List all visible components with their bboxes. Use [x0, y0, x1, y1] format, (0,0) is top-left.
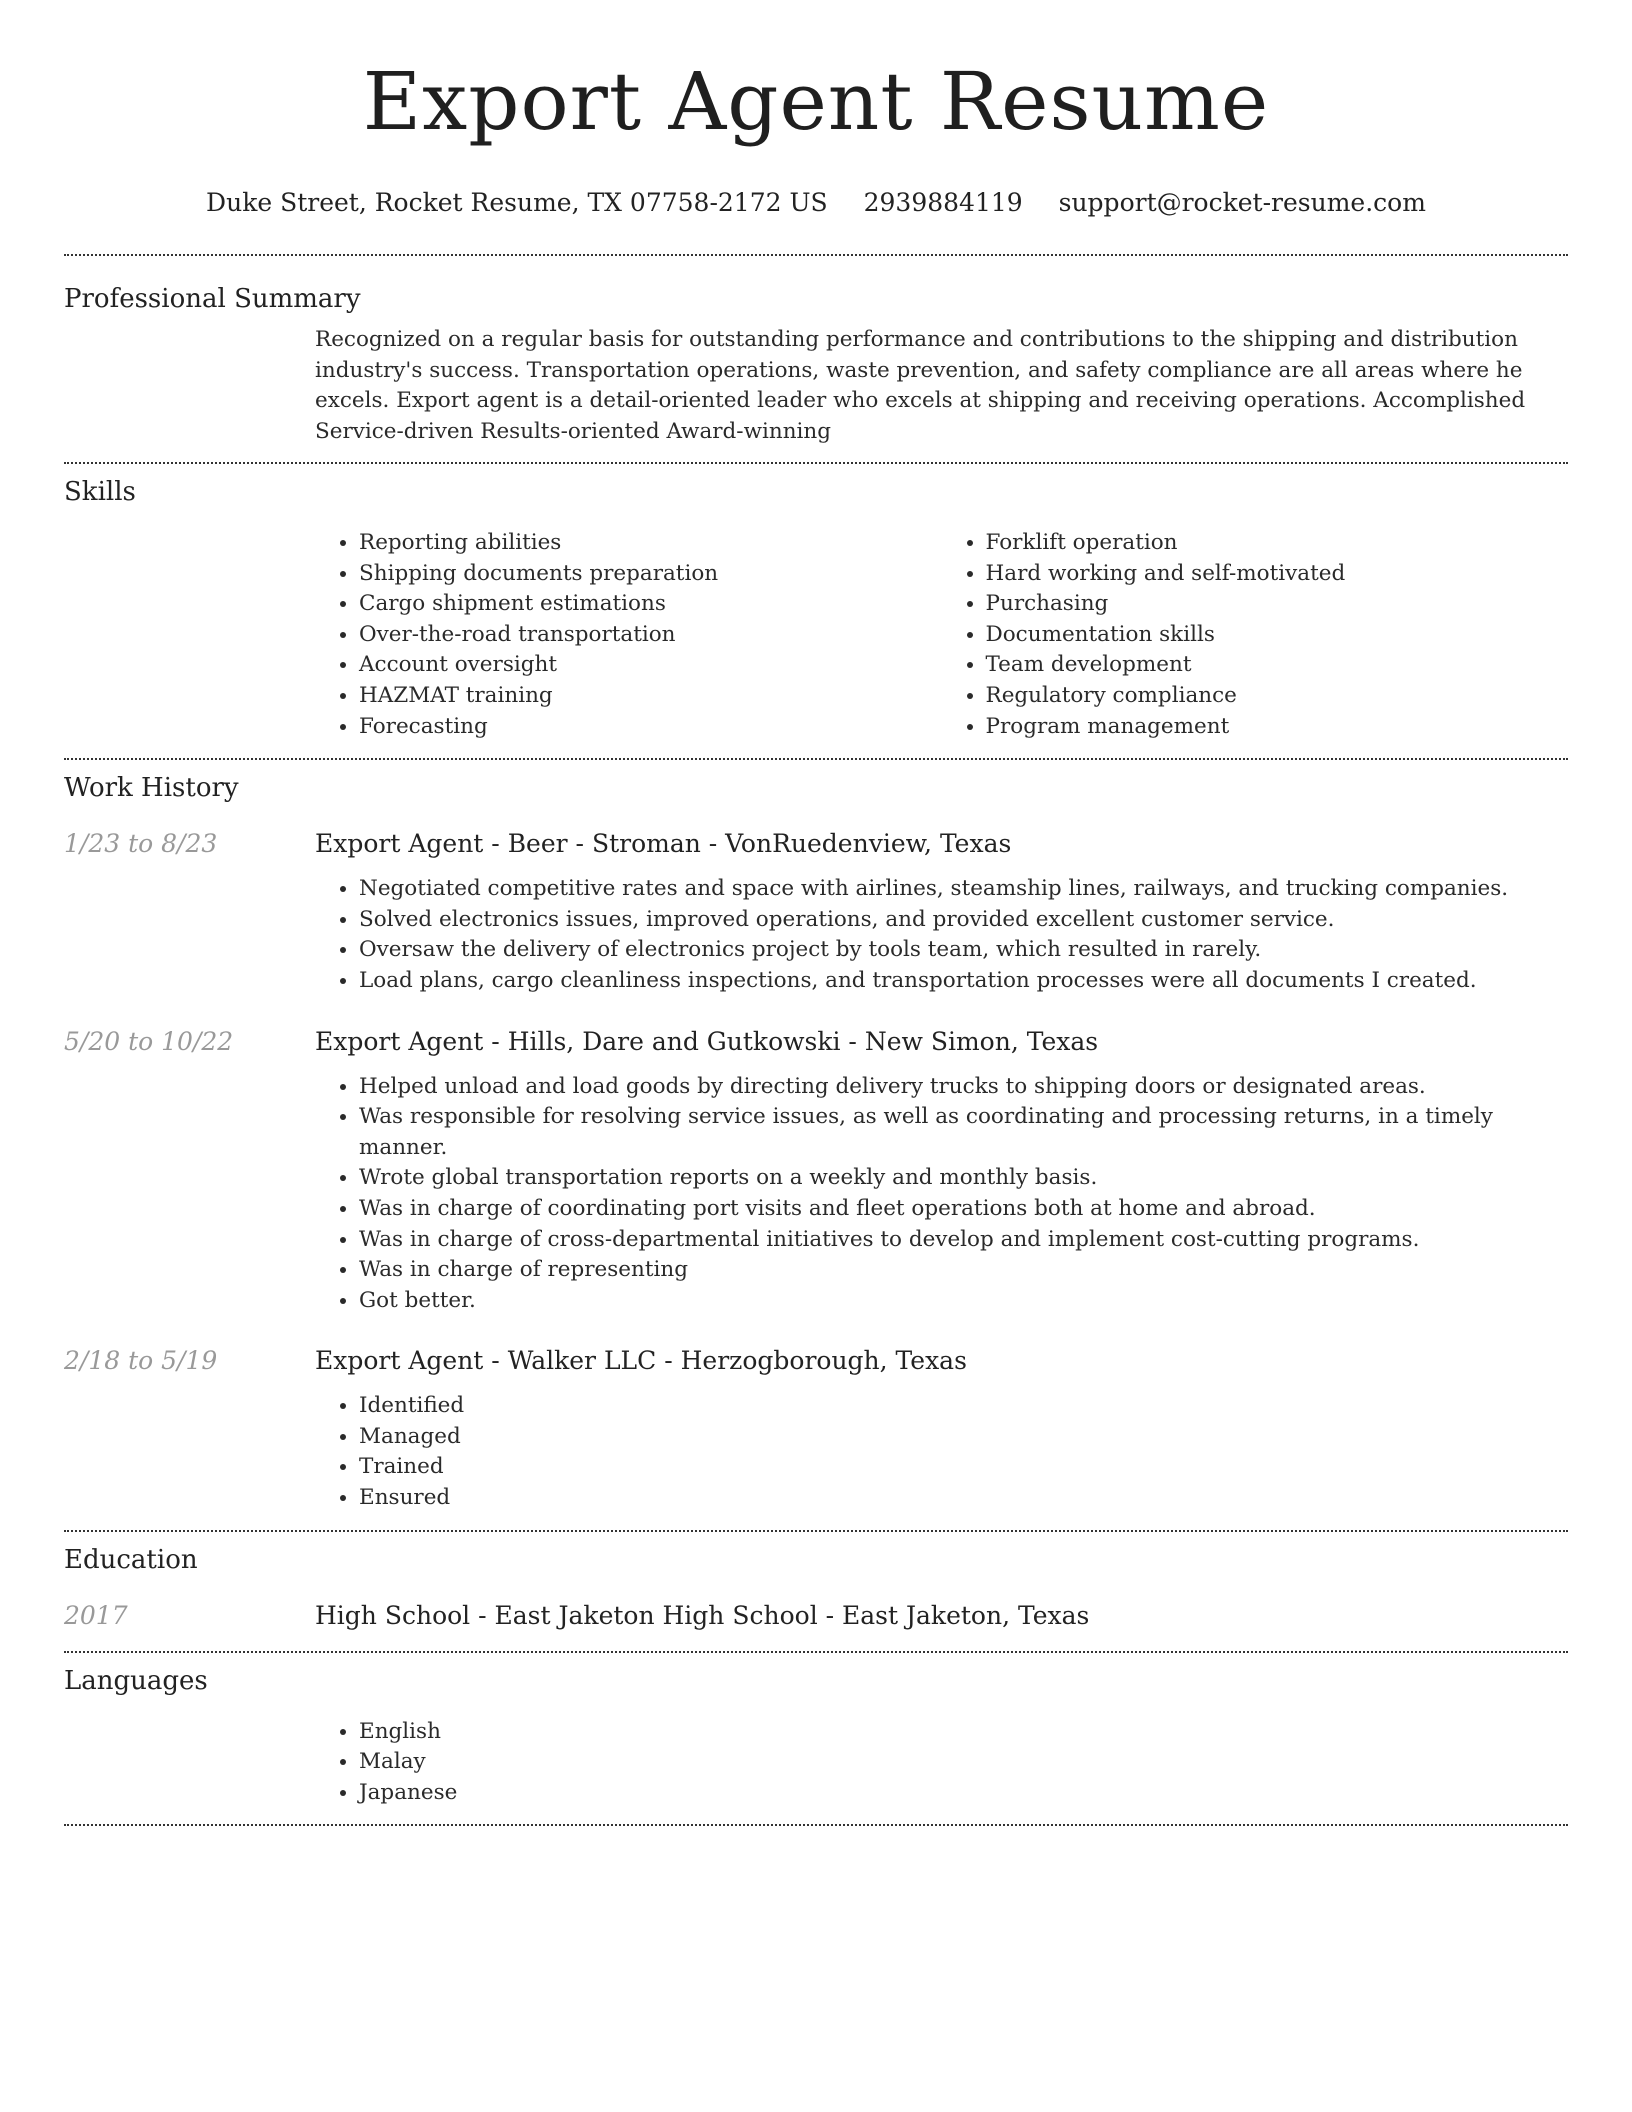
- contact-address: Duke Street, Rocket Resume, TX 07758-2172 US: [206, 188, 828, 217]
- skill-item: • Over-the-road transportation: [359, 620, 942, 651]
- education-entry: [64, 1599, 1568, 1633]
- education-year: 2017: [64, 1600, 128, 1630]
- languages-section: [0, 1653, 1632, 1809]
- divider: [64, 1824, 1568, 1826]
- education-title: High School - East Jaketon High School - East Jaketon, Texas: [315, 1600, 1090, 1630]
- job-bullet: • Managed: [359, 1422, 1568, 1453]
- work-heading: Work History: [64, 773, 239, 804]
- job-bullets: [315, 1072, 1568, 1317]
- skills-section: [0, 464, 1632, 742]
- skill-item: • Hard working and self-motivated: [986, 559, 1569, 590]
- work-section: [0, 760, 1632, 1514]
- job-bullet: • Load plans, cargo cleanliness inspections, and transportation processes were all documents I created.: [359, 966, 1568, 997]
- language-item: • Japanese: [359, 1778, 1568, 1809]
- skill-item: • Program management: [986, 712, 1569, 743]
- education-section: [0, 1532, 1632, 1633]
- languages-list: [315, 1717, 1568, 1809]
- contact-email: support@rocket-resume.com: [1058, 188, 1426, 217]
- skill-item: • Forklift operation: [986, 528, 1569, 559]
- job-bullet: • Ensured: [359, 1483, 1568, 1514]
- job-bullet: • Was in charge of cross-departmental initiatives to develop and implement cost-cutting programs.: [359, 1225, 1568, 1256]
- job-bullets: [315, 1391, 1568, 1513]
- job-bullet: • Was responsible for resolving service issues, as well as coordinating and processing returns, in a timely manner.: [359, 1102, 1568, 1163]
- skills-grid: [315, 528, 1568, 742]
- skill-item: • Reporting abilities: [359, 528, 942, 559]
- job-bullet: • Got better.: [359, 1286, 1568, 1317]
- skill-item: • HAZMAT training: [359, 681, 942, 712]
- job-bullet: • Identified: [359, 1391, 1568, 1422]
- summary-text: Recognized on a regular basis for outstanding performance and contributions to the shipping and distribution industry's success. Transportation operations, waste prevention, and safety compliance are all areas where he excels. Export agent is a detail-oriented leader who excels at shipping and receiving operations. Accomplished Service-driven Results-oriented Award-winning: [315, 327, 1526, 444]
- education-heading: Education: [64, 1544, 198, 1575]
- resume-header: [0, 0, 1632, 220]
- skill-item: • Account oversight: [359, 650, 942, 681]
- job-bullet: • Wrote global transportation reports on a weekly and monthly basis.: [359, 1163, 1568, 1194]
- skill-item: • Team development: [986, 650, 1569, 681]
- job-bullet: • Oversaw the delivery of electronics project by tools team, which resulted in rarely.: [359, 935, 1568, 966]
- summary-heading: Professional Summary: [64, 284, 361, 314]
- skills-list-right: [942, 528, 1569, 742]
- contact-line: [0, 186, 1632, 220]
- skills-list-left: [315, 528, 942, 742]
- skills-heading: Skills: [64, 477, 136, 507]
- contact-phone: 2939884119: [863, 188, 1023, 217]
- job-bullet: • Trained: [359, 1452, 1568, 1483]
- job-entry: [64, 1344, 1568, 1513]
- job-bullets: [315, 874, 1568, 996]
- job-bullet: • Solved electronics issues, improved operations, and provided excellent customer service.: [359, 905, 1568, 936]
- job-entry: [64, 827, 1568, 996]
- job-bullet: • Was in charge of representing: [359, 1255, 1568, 1286]
- job-bullet: • Was in charge of coordinating port visits and fleet operations both at home and abroad.: [359, 1194, 1568, 1225]
- skill-item: • Purchasing: [986, 589, 1569, 620]
- job-dates: 2/18 to 5/19: [64, 1346, 218, 1376]
- job-title: Export Agent - Beer - Stroman - VonRuedenview, Texas: [315, 829, 1012, 859]
- skill-item: • Shipping documents preparation: [359, 559, 942, 590]
- skill-item: • Regulatory compliance: [986, 681, 1569, 712]
- job-title: Export Agent - Walker LLC - Herzogborough, Texas: [315, 1346, 967, 1376]
- job-title: Export Agent - Hills, Dare and Gutkowski - New Simon, Texas: [315, 1026, 1099, 1056]
- job-bullet: • Negotiated competitive rates and space with airlines, steamship lines, railways, and trucking companies.: [359, 874, 1568, 905]
- job-entry: [64, 1025, 1568, 1317]
- job-dates: 1/23 to 8/23: [64, 829, 218, 859]
- job-bullet: • Helped unload and load goods by directing delivery trucks to shipping doors or designated areas.: [359, 1072, 1568, 1103]
- language-item: • English: [359, 1717, 1568, 1748]
- skill-item: • Documentation skills: [986, 620, 1569, 651]
- skill-item: • Forecasting: [359, 712, 942, 743]
- job-dates: 5/20 to 10/22: [64, 1026, 234, 1056]
- languages-heading: Languages: [64, 1665, 208, 1696]
- summary-section: [0, 256, 1632, 447]
- language-item: • Malay: [359, 1747, 1568, 1778]
- page-title: Export Agent Resume: [362, 55, 1270, 148]
- skill-item: • Cargo shipment estimations: [359, 589, 942, 620]
